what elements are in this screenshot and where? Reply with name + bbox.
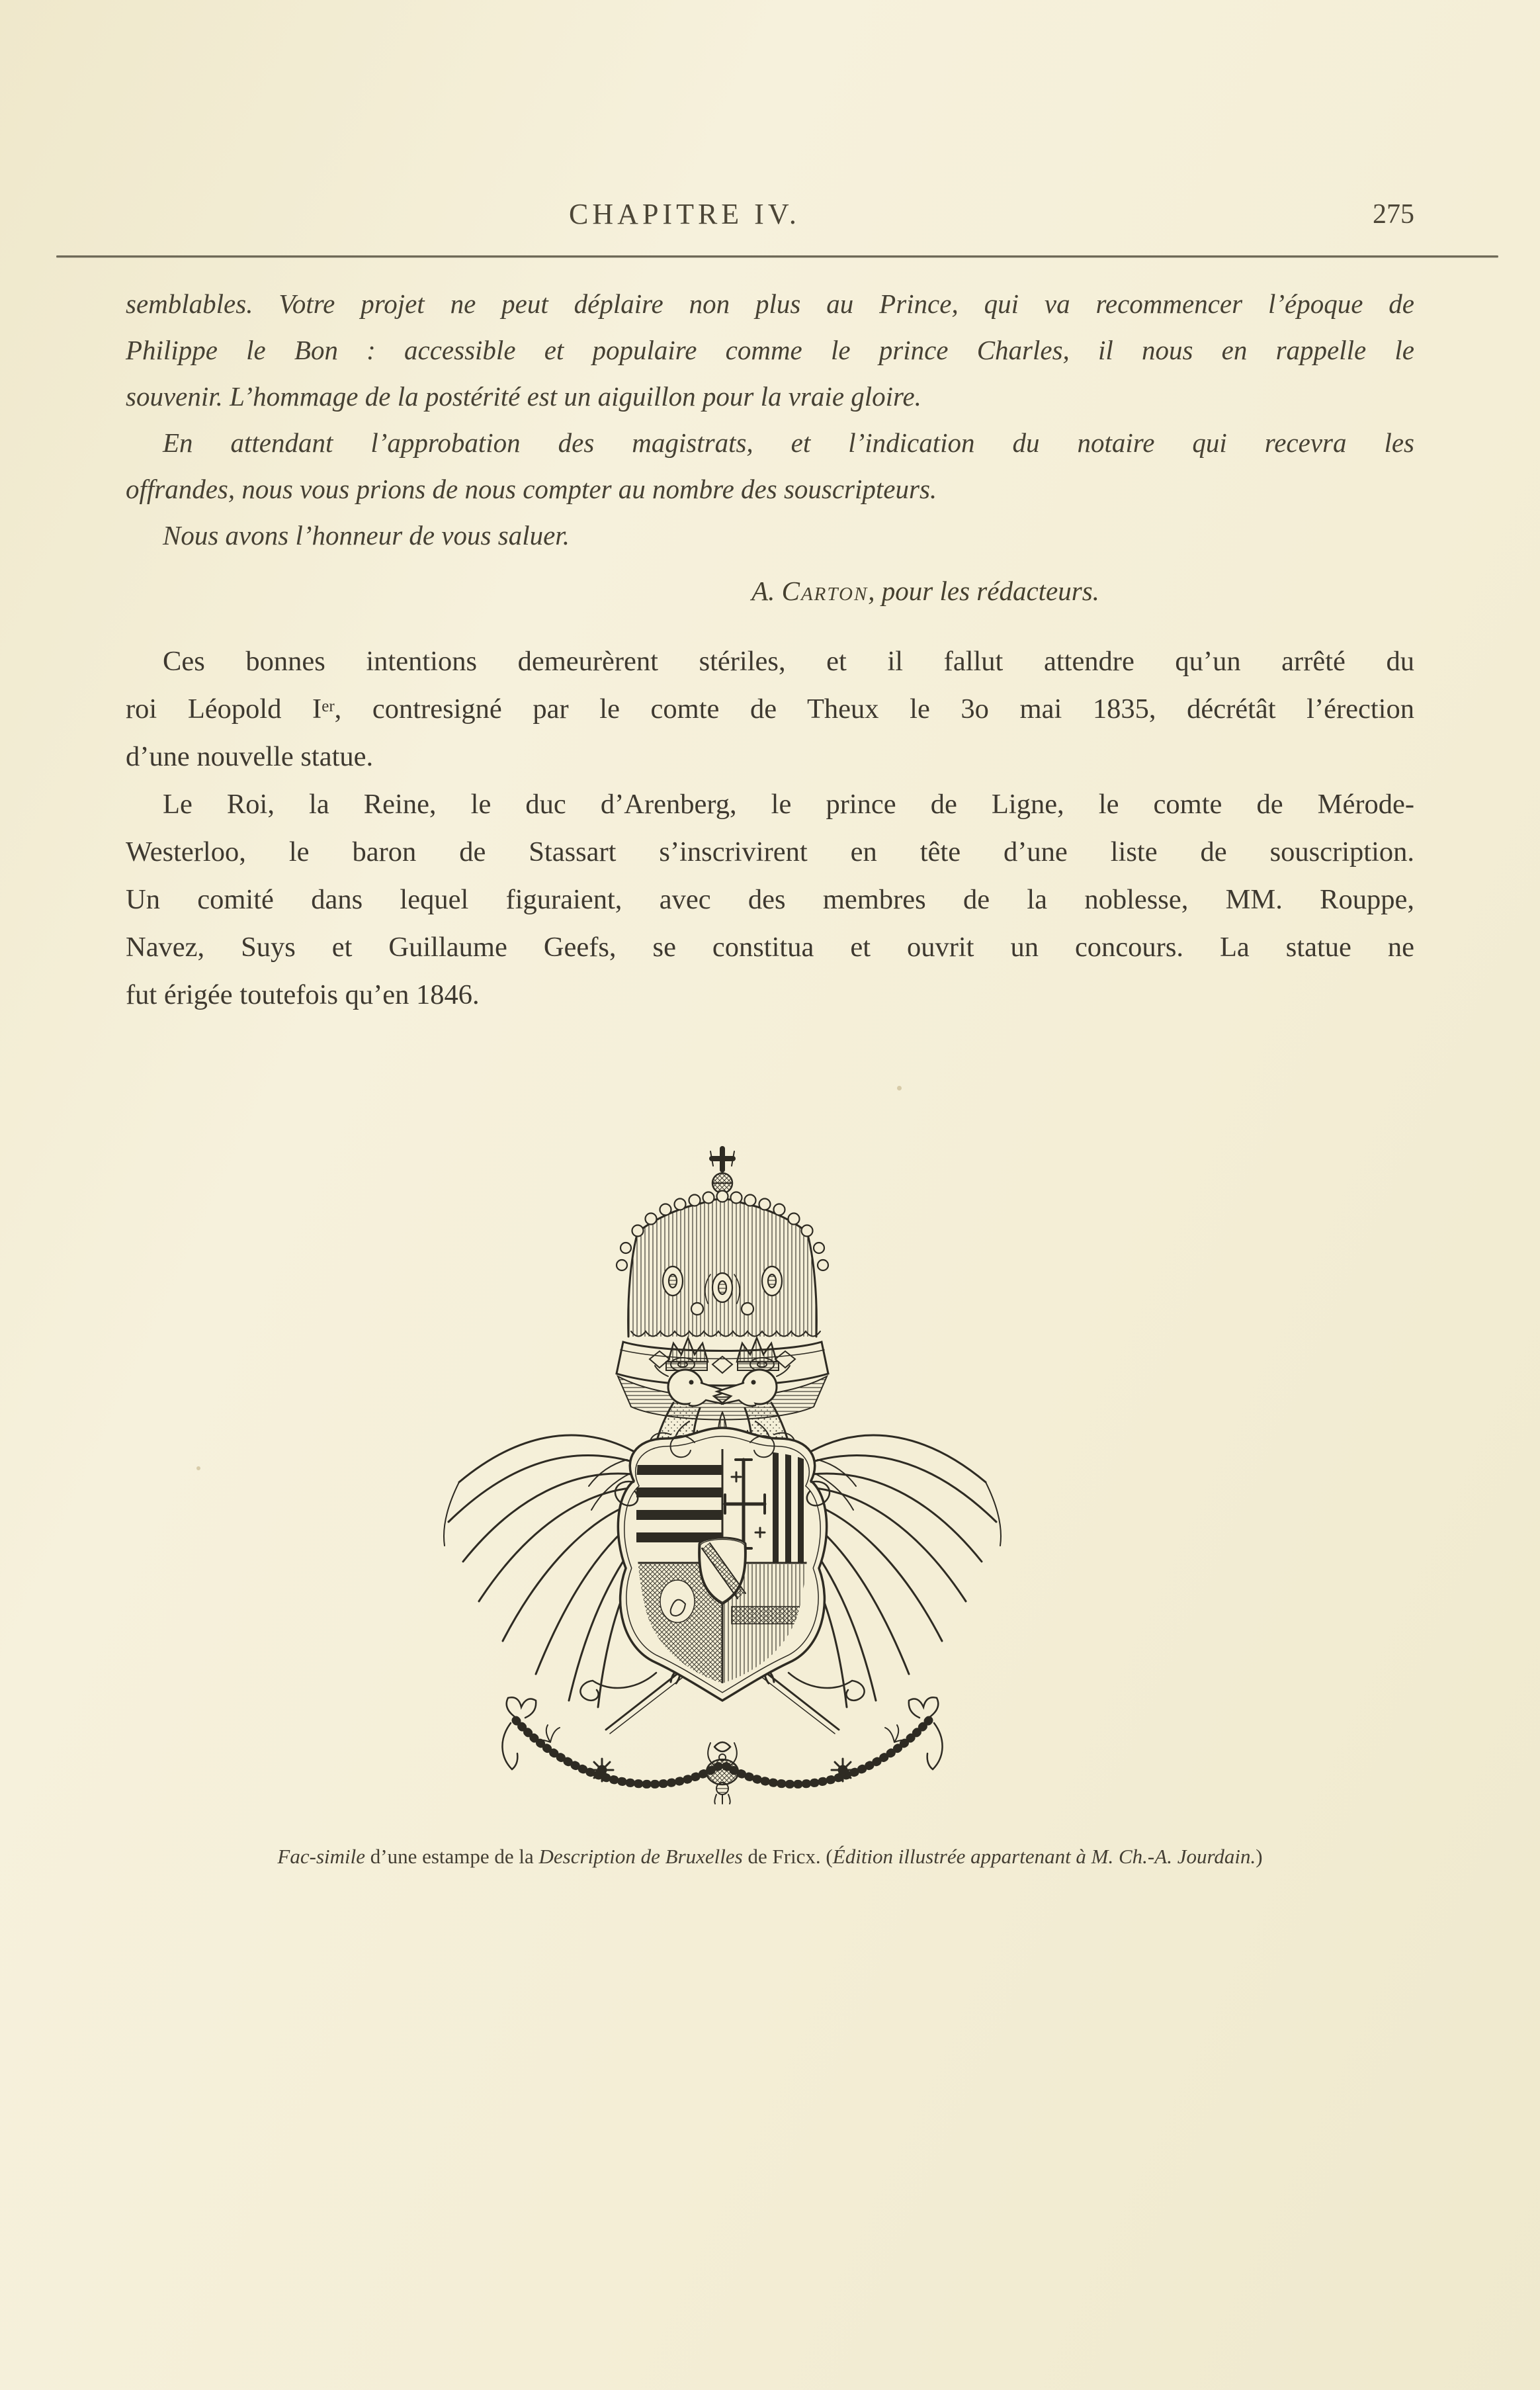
- body-line-segment: roi Léopold I: [126, 693, 322, 725]
- body-line: d’une nouvelle statue.: [126, 741, 374, 772]
- caption-segment: Édition illustrée appartenant à M. Ch.-A. Jourdain.: [832, 1845, 1256, 1868]
- body-text: [126, 638, 1414, 1019]
- body-line: Westerloo, le baron de Stassart s’inscrivirent en tête d’une liste de souscription.: [126, 836, 1414, 867]
- signature-initial: A.: [751, 576, 782, 606]
- letter-line: En attendant l’approbation des magistrats, et l’indication du notaire qui recevra les: [163, 427, 1414, 458]
- coat-of-arms-engraving: [405, 1142, 1040, 1806]
- pendant-medallion: [706, 1742, 738, 1804]
- body-line: Navez, Suys et Guillaume Geefs, se constitua et ouvrit un concours. La statue ne: [126, 932, 1414, 963]
- caption-segment: Description de Bruxelles: [538, 1845, 743, 1868]
- paper-speck: [897, 1086, 902, 1090]
- page-number: 275: [1373, 199, 1414, 230]
- royal-crown: [617, 1149, 828, 1420]
- heraldic-shield: [580, 1428, 864, 1701]
- body-line: Un comité dans lequel figuraient, avec des membres de la noblesse, MM. Rouppe,: [126, 884, 1414, 915]
- caption-segment: ): [1256, 1845, 1263, 1868]
- body-line: [126, 686, 1414, 733]
- chapter-heading: CHAPITRE IV.: [569, 198, 800, 230]
- body-line: fut érigée toutefois qu’en 1846.: [126, 979, 480, 1010]
- letter-line: Philippe le Bon : accessible et populaire comme le prince Charles, il nous en rappelle le: [126, 335, 1414, 365]
- paper-speck: [196, 1466, 200, 1470]
- caption-segment: d’une estampe de la: [365, 1845, 539, 1868]
- body-line: Le Roi, la Reine, le duc d’Arenberg, le prince de Ligne, le comte de Mérode-: [163, 789, 1414, 820]
- body-line-segment: , contresigné par le comte de Theux le 3o mai 1835, décrétât l’érection: [334, 693, 1414, 725]
- ordinal-superscript: er: [321, 697, 335, 715]
- letter-line: offrandes, nous vous prions de nous compter au nombre des souscripteurs.: [126, 474, 937, 504]
- signature-name: Carton: [781, 576, 869, 606]
- caption-segment: Fac-simile: [277, 1845, 365, 1868]
- letter-line: souvenir. L’hommage de la postérité est un aiguillon pour la vraie gloire.: [126, 381, 921, 412]
- letter-signature: [126, 568, 1414, 614]
- body-line: Ces bonnes intentions demeurèrent stériles, et il fallut attendre qu’un arrêté du: [163, 646, 1414, 677]
- caption-segment: de Fricx. (: [742, 1845, 833, 1868]
- letter-line: Nous avons l’honneur de vous saluer.: [163, 520, 570, 551]
- figure-caption: [0, 1845, 1540, 1869]
- letter-quote: [126, 281, 1414, 614]
- letter-line: semblables. Votre projet ne peut déplaire non plus au Prince, qui va recommencer l’époque de: [126, 288, 1414, 319]
- header-rule: [56, 255, 1498, 257]
- signature-role: , pour les rédacteurs.: [868, 576, 1099, 606]
